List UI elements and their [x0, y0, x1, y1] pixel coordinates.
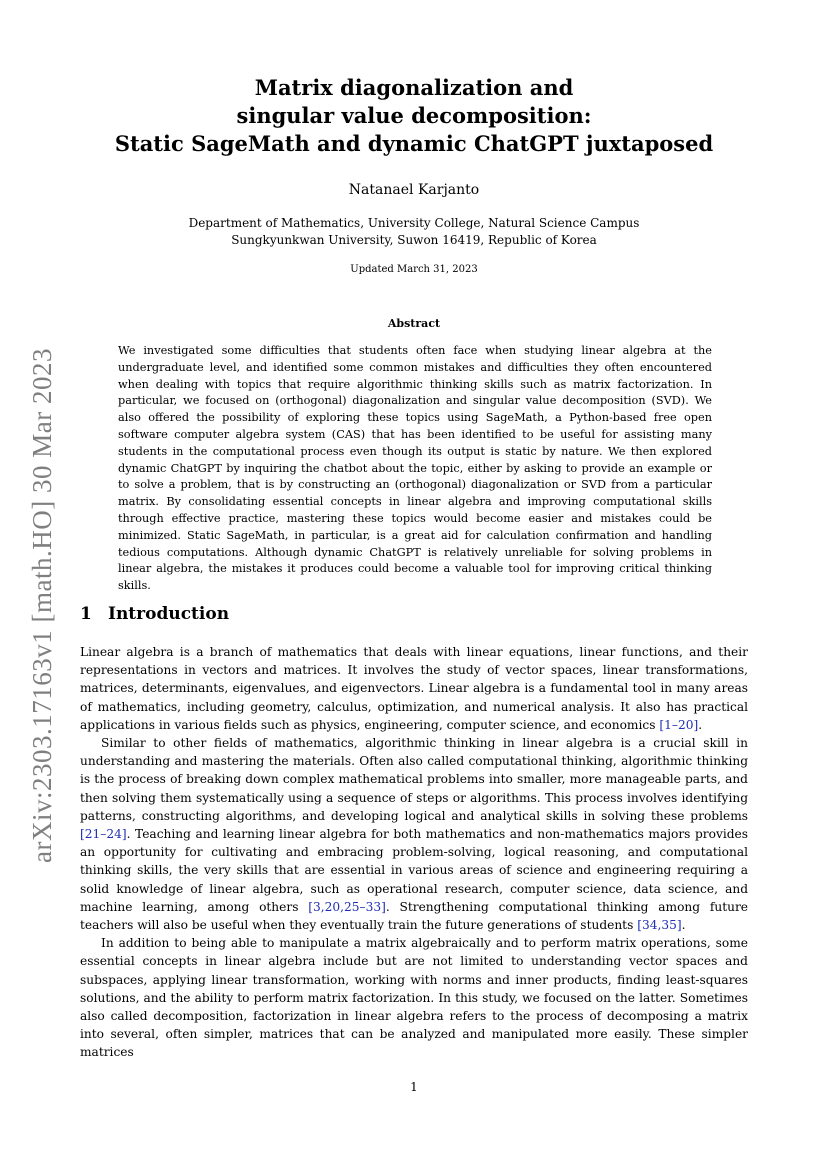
title-line-3: Static SageMath and dynamic ChatGPT juxtaposed	[114, 131, 714, 156]
paragraph-1: Linear algebra is a branch of mathematics that deals with linear equations, linear functions, and their representations in vectors and matrices. It involves the study of vector spaces, linear transformations, matrices, determinants, eigenvalues, and eigenvectors. Linear algebra is a fundamental tool in many areas of mathematics, including geometry, calculus, optimization, and numerical analysis. It also has practical applications in various fields such as physics, engineering, computer science, and economics [1–20].	[80, 645, 748, 732]
arxiv-identifier: arXiv:2303.17163v1 [math.HO] 30 Mar 2023	[26, 347, 57, 863]
arxiv-side-stamp	[20, 340, 64, 870]
section-heading	[80, 603, 229, 625]
abstract-text: We investigated some difficulties that students often face when studying linear algebra at the undergraduate level, and identified some common mistakes and difficulties they often encountered when dealing with topics that require algorithmic thinking skills such as matrix factorization. In particular, we focused on (orthogonal) diagonalization and singular value decomposition (SVD). We also offered the possibility of exploring these topics using SageMath, a Python-based free open software computer algebra system (CAS) that has been identified to be useful for assisting many students in the computational process even though its output is static by nature. We then explored dynamic ChatGPT by inquiring the chatbot about the topic, either by asking to provide an example or to solve a problem, that is by constructing an (orthogonal) diagonalization or SVD from a particular matrix. By consolidating essential concepts in linear algebra and improving computational skills through effective practice, mastering these topics would become easier and mistakes could be minimized. Static SageMath, in particular, is a great aid for calculation confirmation and handling tedious computations. Although dynamic ChatGPT is relatively unreliable for solving problems in linear algebra, the mistakes it produces could become a valuable tool for improving critical thinking skills.	[118, 344, 712, 593]
page-number: 1	[410, 1080, 418, 1094]
section-title: Introduction	[108, 604, 230, 624]
publication-date: Updated March 31, 2023	[350, 264, 478, 275]
citation-link[interactable]: [3,20,25–33]	[308, 899, 386, 914]
author-name: Natanael Karjanto	[348, 182, 480, 198]
paper-title	[80, 74, 748, 158]
affiliation	[80, 215, 748, 249]
abstract-heading: Abstract	[387, 317, 441, 330]
citation-link[interactable]: [34,35]	[637, 918, 682, 933]
paragraph-3: In addition to being able to manipulate a matrix algebraically and to perform matrix operations, some essential concepts in linear algebra include but are not limited to understanding vector spaces and subspaces, applying linear transformation, working with norms and inner products, finding least-squares solutions, and the ability to perform matrix factorization. In this study, we focused on the latter. Sometimes also called decomposition, factorization in linear algebra refers to the process of decomposing a matrix into several, often simpler, matrices that can be analyzed and manipulated more easily. These simpler matrices	[80, 936, 748, 1060]
citation-link[interactable]: [1–20]	[659, 717, 699, 732]
paragraph-2: Similar to other fields of mathematics, algorithmic thinking in linear algebra is a crucial skill in understanding and mastering the materials. Often also called computational thinking, algorithmic thinking is the process of breaking down complex mathematical problems into smaller, more manageable parts, and then solving them systematically using a sequence of steps or algorithms. This process involves identifying patterns, constructing algorithms, and developing logical and analytical skills in solving these problems [21–24]. Teaching and learning linear algebra for both mathematics and non-mathematics majors provides an opportunity for cultivating and embracing problem-solving, logical reasoning, and computational thinking skills, the very skills that are essential in various areas of science and engineering requiring a solid knowledge of linear algebra, such as operational research, computer science, data science, and machine learning, among others [3,20,25–33]. Strengthening computational thinking among future teachers will also be useful when they eventually train the future generations of students [34,35].	[80, 736, 748, 933]
body-text	[80, 643, 748, 1062]
citation-link[interactable]: [21–24]	[80, 827, 127, 842]
title-line-1: Matrix diagonalization and	[254, 75, 574, 100]
title-line-2: singular value decomposition:	[236, 103, 592, 128]
affiliation-line-2: Sungkyunkwan University, Suwon 16419, Republic of Korea	[231, 233, 597, 247]
section-number: 1	[80, 604, 92, 624]
affiliation-line-1: Department of Mathematics, University College, Natural Science Campus	[188, 216, 640, 230]
